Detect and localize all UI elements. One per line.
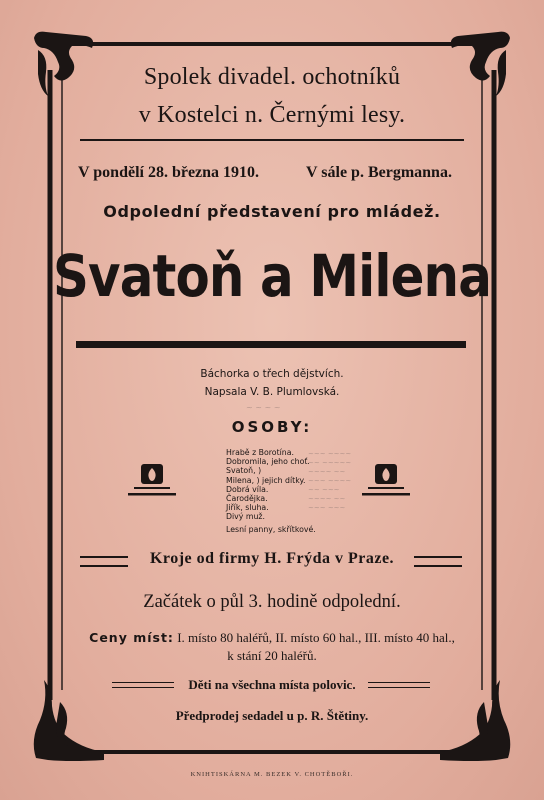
performance-date: V pondělí 28. března 1910.	[78, 164, 260, 181]
cast-item: Dobromila, jeho choť.	[226, 457, 310, 467]
start-time: Začátek o půl 3. hodině odpolední.	[143, 592, 401, 612]
prices-label: Ceny míst:	[89, 630, 174, 645]
lamp-ornament-left-icon	[128, 462, 176, 500]
performance-type: Odpolední představení pro mládež.	[103, 202, 441, 221]
cast-item: Jiřík, sluha.	[226, 503, 269, 513]
cast-item: Svatoň, )	[226, 466, 262, 476]
play-genre: Báchorka o třech dějstvích.	[200, 368, 344, 380]
presale-info: Předprodej sedadel u p. R. Štětiny.	[175, 708, 369, 723]
children-discount: Děti na všechna místa polovic.	[188, 677, 356, 692]
handwritten-cast-notes: ~~~ ~~~~ ~~ ~~~~~ ~~~~ ~~ ~~~ ~~~~ ~~ ~~~ ~~~~ ~~ ~~~ ~~~	[308, 450, 352, 512]
header-rule	[80, 139, 464, 141]
handwritten-note: ~ ~ ~ ~	[246, 403, 281, 412]
prices-line1	[0, 630, 544, 646]
costumes-credit: Kroje od firmy H. Frýda v Praze.	[149, 550, 395, 567]
lamp-ornament-right-icon	[362, 462, 410, 500]
play-title: Svatoň a Milena	[52, 242, 492, 310]
cast-item: Milena, ) jejich dítky.	[226, 475, 306, 485]
society-name-line2: v Kostelci n. Černými lesy.	[138, 102, 406, 128]
society-name-line1: Spolek divadel. ochotníků	[143, 64, 401, 90]
cast-list	[226, 448, 316, 534]
cast-item: Hrabě z Borotína.	[226, 448, 294, 457]
title-rule	[76, 341, 466, 348]
performance-venue: V sále p. Bergmanna.	[306, 164, 452, 181]
cast-item: Lesní panny, skřítkové.	[226, 524, 316, 534]
printer-imprint: KNIHTISKÁRNA M. BEZEK V. CHOTĚBOŘI.	[190, 771, 354, 778]
cast-item: Dobrá víla.	[226, 484, 269, 494]
cast-item: Divý muž.	[226, 512, 265, 522]
cast-item: Čarodějka.	[226, 494, 268, 504]
play-author: Napsala V. B. Plumlovská.	[204, 386, 340, 398]
prices-values: I. místo 80 haléřů, II. místo 60 hal., III. místo 40 hal.,	[177, 630, 455, 645]
prices-line2: k stání 20 haléřů.	[227, 648, 317, 663]
persons-heading: OSOBY:	[231, 418, 313, 436]
